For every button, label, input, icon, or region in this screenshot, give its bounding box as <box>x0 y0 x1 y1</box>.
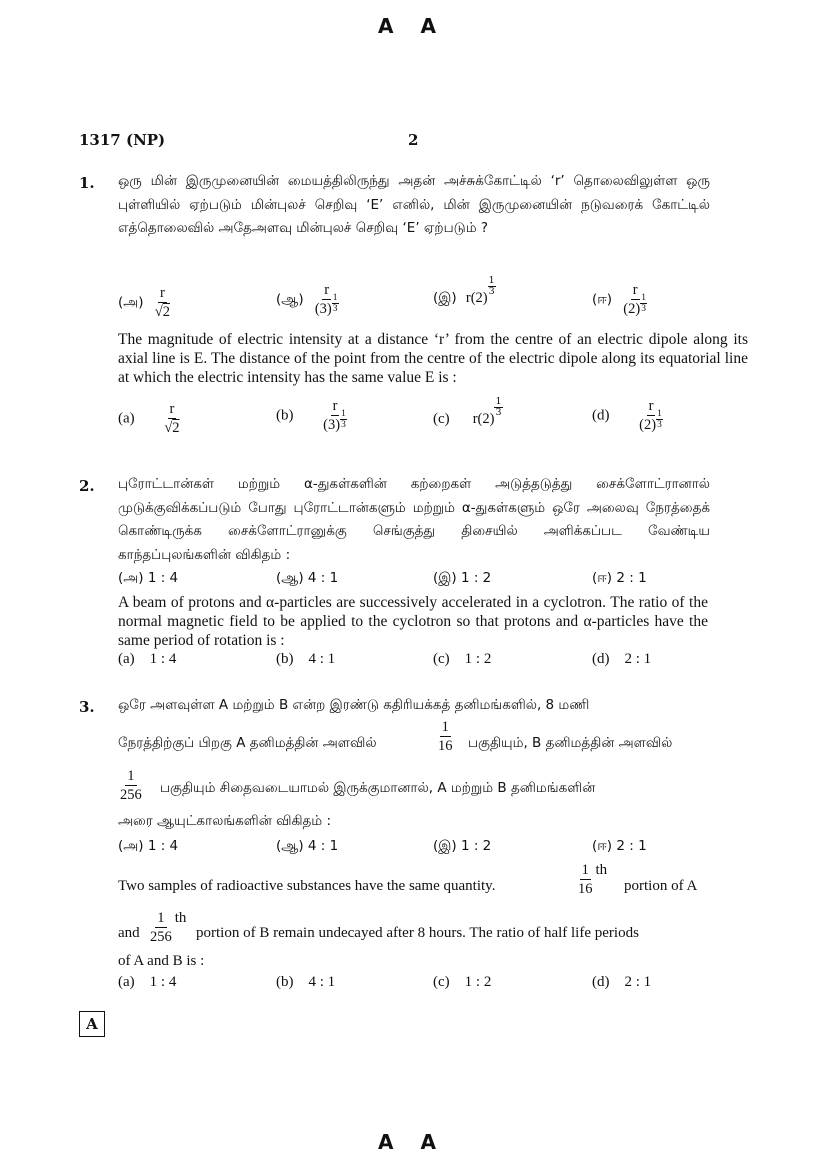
q1-option-en-b: (b) r (3) $\frac{1}{3}$ <box>276 398 349 433</box>
q3-option-ta-b: (ஆ) 4 : 1 <box>276 838 339 854</box>
q2-option-ta-a: (அ) 1 : 4 <box>118 570 179 586</box>
q1-option-ta-b: (ஆ) r (3) $\frac{1}{3}$ <box>276 282 341 317</box>
fraction: r (2) $\frac{1}{3}$ <box>623 282 646 317</box>
q3-english-line1b: portion of A <box>624 878 698 894</box>
q2-option-en-d: (d) 2 : 1 <box>592 651 652 667</box>
q2-option-en-b: (b) 4 : 1 <box>276 651 336 667</box>
q1-option-en-d: (d) r (2) $\frac{1}{3}$ <box>592 398 665 433</box>
q2-tamil-text: புரோட்டான்கள் மற்றும் α-துகள்களின் கற்றைகள் அடுத்தடுத்து சைக்ளோட்ரானால் முடுக்குவிக்கப்படும் போது புரோட்டான்களும் மற்றும் α-துகள்களும் ஒரே அலைவு நேரத்தைக் கொண்டிருக்க சைக்ளோட்ரானுக்கு செங்குத்து திசையில் அளிக்கப்பட வேண்டிய காந்தப்புலங்களின் விகிதம் : <box>118 476 710 563</box>
q3-english-line2: portion of B remain undecayed after 8 hours. The ratio of half life periods <box>196 925 639 941</box>
q3-en-fraction-16: $\frac{1}{16}$ th <box>578 862 608 897</box>
q1-option-ta-d: (ஈ) r (2) $\frac{1}{3}$ <box>592 282 649 317</box>
q3-tamil-line2a: நேரத்திற்குப் பிறகு A தனிமத்தின் அளவில் <box>118 735 377 751</box>
paper-code: 1317 (NP) <box>79 131 166 149</box>
q3-option-ta-a: (அ) 1 : 4 <box>118 838 179 854</box>
q3-option-en-a: (a) 1 : 4 <box>118 974 177 990</box>
q1-number: 1. <box>79 174 95 192</box>
q2-option-ta-c: (இ) 1 : 2 <box>433 570 492 586</box>
q3-tamil-line3: பகுதியும் சிதைவடையாமல் இருக்குமானால், A மற்றும் B தனிமங்களின் <box>160 780 596 796</box>
q3-option-en-c: (c) 1 : 2 <box>433 974 492 990</box>
fraction: r (2) $\frac{1}{3}$ <box>639 398 662 433</box>
q2-option-en-c: (c) 1 : 2 <box>433 651 492 667</box>
q2-option-ta-d: (ஈ) 2 : 1 <box>592 570 647 586</box>
q3-option-en-b: (b) 4 : 1 <box>276 974 336 990</box>
q1-option-en-a: (a) $\frac{r}{√2}$ <box>118 401 180 436</box>
q3-english-line1: Two samples of radioactive substances have the same quantity. <box>118 878 496 894</box>
q2-number: 2. <box>79 477 95 495</box>
q3-option-ta-c: (இ) 1 : 2 <box>433 838 492 854</box>
fraction: $\frac{r}{√2}$ <box>154 285 170 320</box>
q1-option-en-c: (c) r(2) $\frac{1}{3}$ <box>433 396 502 427</box>
q2-option-ta-b: (ஆ) 4 : 1 <box>276 570 339 586</box>
q3-tamil-line1: ஒரே அளவுள்ள A மற்றும் B என்ற இரண்டு கதிரியக்கத் தனிமங்களில், 8 மணி <box>118 697 590 713</box>
q3-option-ta-d: (ஈ) 2 : 1 <box>592 838 647 854</box>
q3-tamil-line2b: பகுதியும், B தனிமத்தின் அளவில் <box>468 735 673 751</box>
q3-fraction-16: $\frac{1}{16}$ <box>438 719 453 754</box>
q3-english-and: and <box>118 925 140 941</box>
q3-en-fraction-256: $\frac{1}{256}$ th <box>150 910 187 945</box>
q3-option-en-d: (d) 2 : 1 <box>592 974 652 990</box>
fraction: r (3) $\frac{1}{3}$ <box>323 398 346 433</box>
q1-english-text: The magnitude of electric intensity at a distance ‘r’ from the centre of an electric dipole along its axial line is E. The distance of the point from the centre of the electric dipole along its equatorial line at which the electric intensity has the same value E is : <box>118 331 748 386</box>
top-mark: A A <box>378 14 446 38</box>
fraction: $\frac{r}{√2}$ <box>164 401 180 436</box>
booklet-series-box: A <box>79 1011 105 1037</box>
bottom-mark: A A <box>378 1130 446 1154</box>
q3-fraction-256: $\frac{1}{256}$ <box>120 768 142 803</box>
q3-number: 3. <box>79 698 95 716</box>
q1-option-ta-c: (இ) r(2) $\frac{1}{3}$ <box>433 275 495 306</box>
fraction: r (3) $\frac{1}{3}$ <box>314 282 338 317</box>
q2-english-text: A beam of protons and α-particles are successively accelerated in a cyclotron. The ratio of the normal magnetic field to be applied to the cyclotron so that protons and α-particles have the same period of rotation is : <box>118 594 708 649</box>
q3-tamil-line4: அரை ஆயுட்காலங்களின் விகிதம் : <box>118 813 332 829</box>
q2-option-en-a: (a) 1 : 4 <box>118 651 177 667</box>
page-number: 2 <box>408 131 419 149</box>
q3-english-line3: of A and B is : <box>118 953 205 969</box>
q1-option-ta-a: (அ) $\frac{r}{√2}$ <box>118 285 170 320</box>
q1-tamil-text: ஒரு மின் இருமுனையின் மையத்திலிருந்து அதன் அச்சுக்கோட்டில் ‘r’ தொலைவிலுள்ள ஒரு புள்ளியில் ஏற்படும் மின்புலச் செறிவு ‘E’ எனில், மின் இருமுனையின் நடுவரைக் கோட்டில் எத்தொலைவில் அதேஅளவு மின்புலச் செறிவு ‘E’ ஏற்படும் ? <box>118 173 710 236</box>
